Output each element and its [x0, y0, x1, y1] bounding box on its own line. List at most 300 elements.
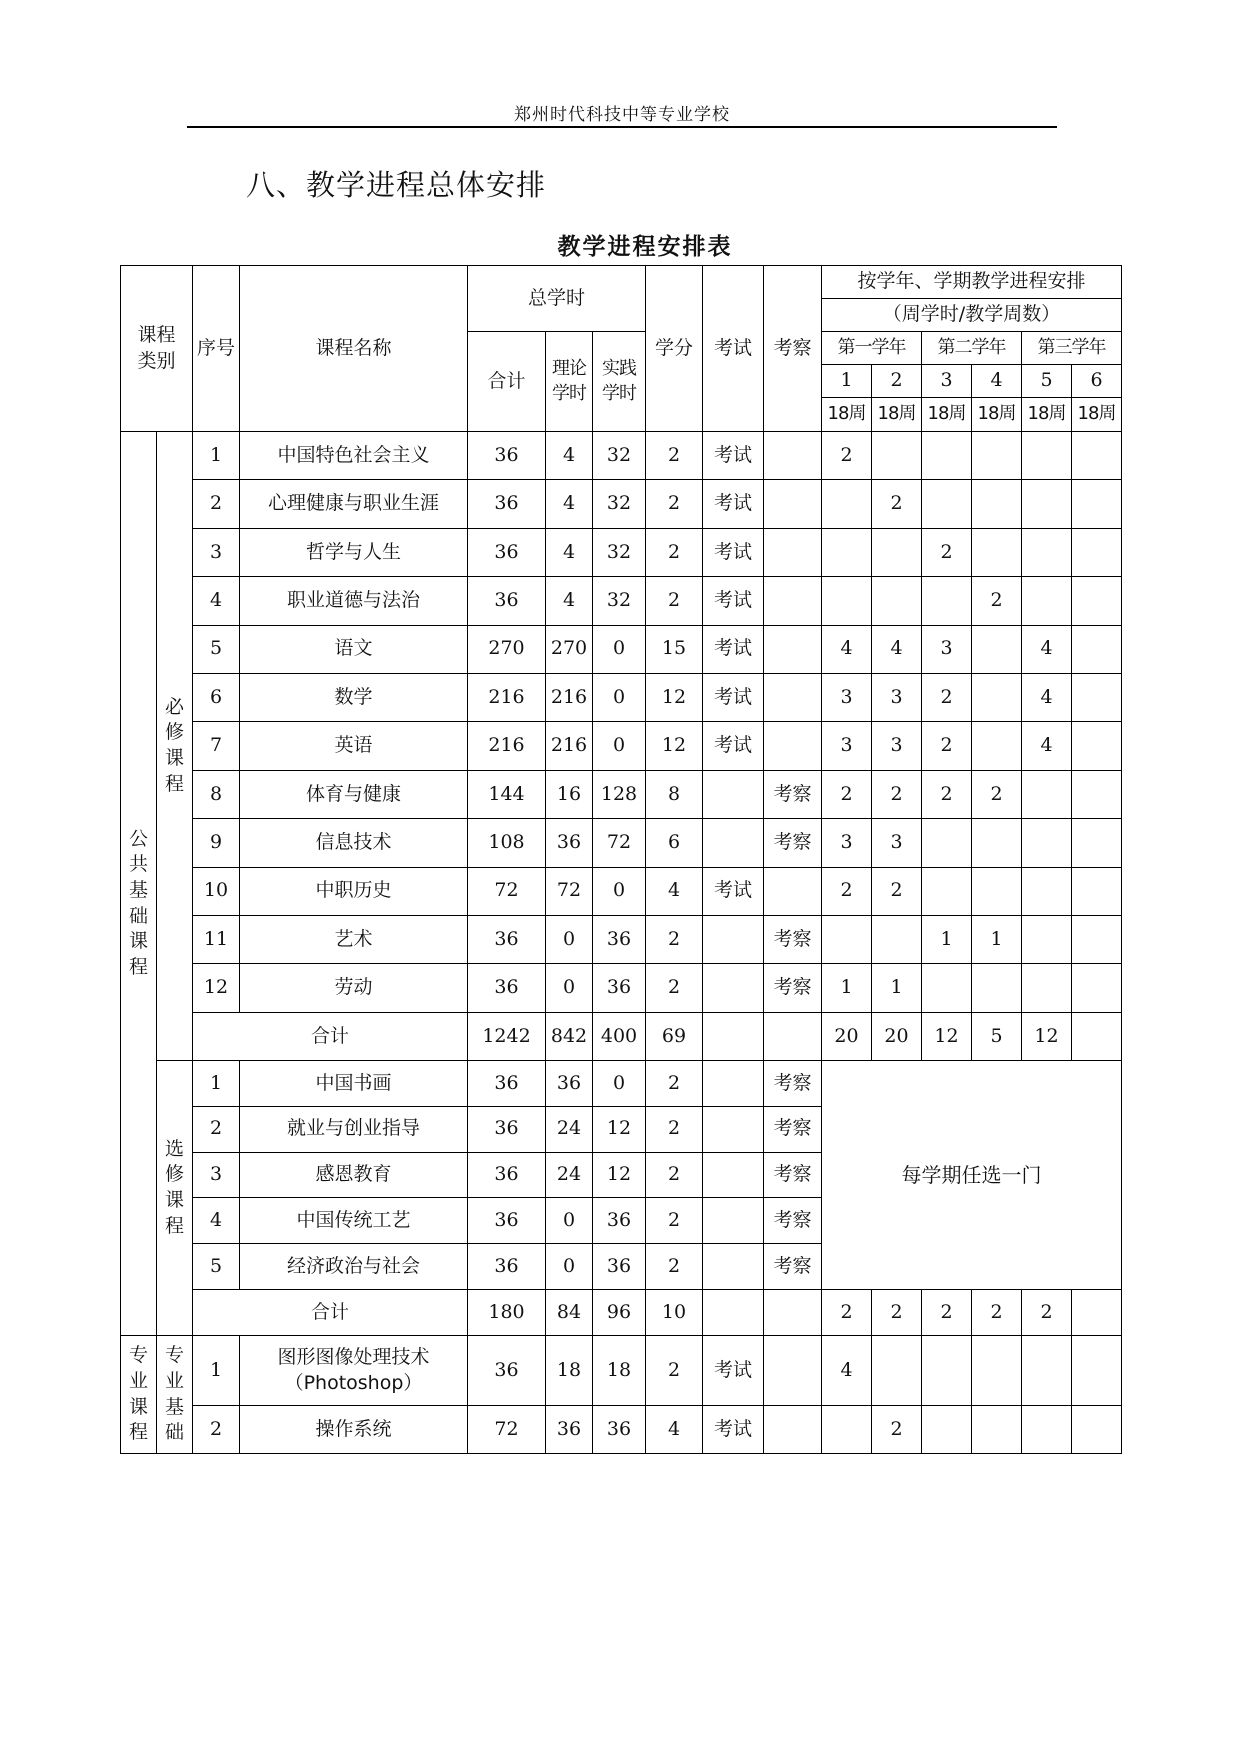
row-seq: 6: [193, 673, 240, 721]
row-course-name: 英语: [240, 722, 468, 770]
row-exam: 考试: [703, 867, 764, 915]
row-semester-1: 2: [822, 432, 872, 480]
required-total-semester-6: [1072, 1012, 1122, 1060]
table-row: [121, 915, 1122, 963]
row-semester-5: [1022, 867, 1072, 915]
row-seq: 8: [193, 770, 240, 818]
row-theory: 4: [546, 528, 593, 576]
row-course-name: 职业道德与法治: [240, 577, 468, 625]
row-course-name: 信息技术: [240, 819, 468, 867]
elective-total-semester-6: [1072, 1290, 1122, 1336]
row-course-name: 中国书画: [240, 1061, 468, 1107]
row-total: 216: [468, 673, 546, 721]
row-seq: 11: [193, 915, 240, 963]
row-semester-1: 3: [822, 673, 872, 721]
row-semester-1: [822, 480, 872, 528]
row-review: [764, 867, 822, 915]
row-semester-3: 3: [922, 625, 972, 673]
row-total: 36: [468, 1336, 546, 1406]
row-review: 考察: [764, 915, 822, 963]
row-course-name-sub: （Photoshop）: [284, 1371, 423, 1394]
row-semester-3: 2: [922, 673, 972, 721]
row-credits: 12: [646, 673, 703, 721]
row-practice: 0: [593, 625, 646, 673]
table-caption: 教学进程安排表: [557, 233, 733, 260]
row-practice: 72: [593, 819, 646, 867]
row-credits: 12: [646, 722, 703, 770]
row-seq: 2: [193, 1406, 240, 1454]
row-review: 考察: [764, 1198, 822, 1244]
row-total: 144: [468, 770, 546, 818]
row-seq: 3: [193, 1152, 240, 1198]
header-category: 课程 类别: [121, 266, 193, 432]
row-exam: 考试: [703, 722, 764, 770]
row-practice: 0: [593, 673, 646, 721]
row-semester-1: 3: [822, 819, 872, 867]
row-review: 考察: [764, 1244, 822, 1290]
category-required: 必 修 课 程: [157, 432, 193, 1061]
row-seq: 1: [193, 1336, 240, 1406]
row-practice: 0: [593, 1061, 646, 1107]
row-semester-4: [972, 673, 1022, 721]
row-practice: 18: [593, 1336, 646, 1406]
row-course-name: 感恩教育: [240, 1152, 468, 1198]
schedule-table: [120, 265, 1122, 1454]
row-review: 考察: [764, 1061, 822, 1107]
row-semester-4: 1: [972, 915, 1022, 963]
required-total-review: [764, 1012, 822, 1060]
row-total: 36: [468, 528, 546, 576]
row-credits: 2: [646, 964, 703, 1012]
row-semester-4: [972, 625, 1022, 673]
row-semester-6: [1072, 1406, 1122, 1454]
row-semester-1: 1: [822, 964, 872, 1012]
row-semester-5: [1022, 577, 1072, 625]
row-semester-1: [822, 915, 872, 963]
row-practice: 128: [593, 770, 646, 818]
row-course-name: 劳动: [240, 964, 468, 1012]
header-semester-3: 3: [922, 365, 972, 398]
row-semester-2: [872, 528, 922, 576]
row-course-name: 数学: [240, 673, 468, 721]
table-row: [121, 1061, 1122, 1107]
row-total: 36: [468, 480, 546, 528]
row-credits: 2: [646, 1152, 703, 1198]
row-total: 36: [468, 577, 546, 625]
row-semester-6: [1072, 1336, 1122, 1406]
header-name: 课程名称: [240, 266, 468, 432]
row-total: 216: [468, 722, 546, 770]
row-course-name: 中国传统工艺: [240, 1198, 468, 1244]
row-exam: [703, 1198, 764, 1244]
row-total: 36: [468, 432, 546, 480]
row-semester-2: [872, 915, 922, 963]
row-semester-6: [1072, 964, 1122, 1012]
row-review: [764, 577, 822, 625]
row-course-name: 操作系统: [240, 1406, 468, 1454]
row-theory: 16: [546, 770, 593, 818]
row-semester-1: [822, 1406, 872, 1454]
row-review: [764, 1406, 822, 1454]
row-theory: 24: [546, 1152, 593, 1198]
row-semester-4: [972, 1406, 1022, 1454]
row-review: 考察: [764, 964, 822, 1012]
row-exam: 考试: [703, 577, 764, 625]
row-semester-1: 4: [822, 625, 872, 673]
header-year1: 第一学年: [822, 332, 922, 365]
required-total-semester-4: 5: [972, 1012, 1022, 1060]
row-theory: 4: [546, 432, 593, 480]
row-semester-2: 4: [872, 625, 922, 673]
row-seq: 5: [193, 1244, 240, 1290]
row-credits: 8: [646, 770, 703, 818]
row-practice: 0: [593, 722, 646, 770]
row-semester-2: 3: [872, 722, 922, 770]
row-semester-3: [922, 1336, 972, 1406]
row-exam: [703, 1061, 764, 1107]
elective-total-semester-3: 2: [922, 1290, 972, 1336]
header-total: 合计: [468, 332, 546, 432]
header-weeks-5: 18周: [1022, 398, 1072, 432]
row-semester-4: [972, 867, 1022, 915]
table-row: [121, 625, 1122, 673]
row-exam: 考试: [703, 480, 764, 528]
row-semester-5: [1022, 432, 1072, 480]
row-theory: 216: [546, 673, 593, 721]
row-semester-6: [1072, 625, 1122, 673]
row-semester-1: [822, 528, 872, 576]
elective-total-theory: 84: [546, 1290, 593, 1336]
header-weeks-3: 18周: [922, 398, 972, 432]
table-row: [121, 770, 1122, 818]
row-semester-5: [1022, 819, 1072, 867]
elective-total-row: [121, 1290, 1122, 1336]
row-semester-6: [1072, 867, 1122, 915]
table-row: [121, 480, 1122, 528]
row-review: 考察: [764, 1106, 822, 1152]
row-semester-3: [922, 577, 972, 625]
row-credits: 4: [646, 867, 703, 915]
row-semester-3: 2: [922, 770, 972, 818]
row-exam: 考试: [703, 673, 764, 721]
row-theory: 24: [546, 1106, 593, 1152]
row-semester-6: [1072, 577, 1122, 625]
header-weeks-2: 18周: [872, 398, 922, 432]
row-practice: 36: [593, 1406, 646, 1454]
header-weeks-1: 18周: [822, 398, 872, 432]
row-total: 108: [468, 819, 546, 867]
header-exam: 考试: [703, 266, 764, 432]
row-seq: 9: [193, 819, 240, 867]
header-semester-2: 2: [872, 365, 922, 398]
required-total-row: [121, 1012, 1122, 1060]
row-semester-1: 3: [822, 722, 872, 770]
elective-total-review: [764, 1290, 822, 1336]
header-credits: 学分: [646, 266, 703, 432]
row-exam: [703, 964, 764, 1012]
row-credits: 4: [646, 1406, 703, 1454]
table-row: [121, 1406, 1122, 1454]
row-semester-4: [972, 528, 1022, 576]
row-practice: 0: [593, 867, 646, 915]
row-theory: 216: [546, 722, 593, 770]
row-seq: 4: [193, 577, 240, 625]
row-credits: 2: [646, 1244, 703, 1290]
elective-total-total: 180: [468, 1290, 546, 1336]
row-semester-5: 4: [1022, 625, 1072, 673]
row-exam: 考试: [703, 625, 764, 673]
row-total: 72: [468, 867, 546, 915]
row-semester-6: [1072, 480, 1122, 528]
row-total: 36: [468, 1061, 546, 1107]
required-total-exam: [703, 1012, 764, 1060]
row-seq: 5: [193, 625, 240, 673]
row-seq: 1: [193, 1061, 240, 1107]
row-seq: 10: [193, 867, 240, 915]
row-practice: 36: [593, 915, 646, 963]
row-practice: 36: [593, 1244, 646, 1290]
row-practice: 12: [593, 1152, 646, 1198]
row-semester-6: [1072, 528, 1122, 576]
elective-total-credits: 10: [646, 1290, 703, 1336]
table-row: [121, 673, 1122, 721]
elective-total-label: 合计: [193, 1290, 468, 1336]
row-seq: 3: [193, 528, 240, 576]
elective-total-semester-2: 2: [872, 1290, 922, 1336]
row-semester-6: [1072, 770, 1122, 818]
row-semester-4: [972, 480, 1022, 528]
required-total-credits: 69: [646, 1012, 703, 1060]
header-weeks-4: 18周: [972, 398, 1022, 432]
row-semester-6: [1072, 722, 1122, 770]
row-semester-3: [922, 432, 972, 480]
row-semester-3: [922, 819, 972, 867]
row-semester-1: [822, 577, 872, 625]
row-credits: 2: [646, 480, 703, 528]
row-credits: 2: [646, 432, 703, 480]
row-semester-2: [872, 432, 922, 480]
category-major: 专 业 课 程: [121, 1336, 157, 1454]
required-total-semester-2: 20: [872, 1012, 922, 1060]
row-total: 36: [468, 1244, 546, 1290]
row-theory: 36: [546, 1406, 593, 1454]
row-theory: 4: [546, 577, 593, 625]
row-review: 考察: [764, 1152, 822, 1198]
row-exam: 考试: [703, 1336, 764, 1406]
row-semester-3: 1: [922, 915, 972, 963]
row-total: 36: [468, 915, 546, 963]
row-seq: 12: [193, 964, 240, 1012]
table-row: [121, 577, 1122, 625]
row-course-name: 图形图像处理技术 （Photoshop）: [240, 1336, 468, 1406]
row-semester-4: 2: [972, 770, 1022, 818]
elective-total-exam: [703, 1290, 764, 1336]
table-row: [121, 867, 1122, 915]
row-theory: 0: [546, 1244, 593, 1290]
required-total-semester-1: 20: [822, 1012, 872, 1060]
row-semester-1: 2: [822, 770, 872, 818]
row-semester-4: [972, 1336, 1022, 1406]
row-course-name: 中职历史: [240, 867, 468, 915]
row-semester-5: [1022, 480, 1072, 528]
row-practice: 36: [593, 964, 646, 1012]
row-course-name: 语文: [240, 625, 468, 673]
row-exam: 考试: [703, 1406, 764, 1454]
row-review: 考察: [764, 819, 822, 867]
row-semester-4: [972, 722, 1022, 770]
row-credits: 2: [646, 1198, 703, 1244]
row-semester-2: [872, 577, 922, 625]
header-rule: [187, 126, 1057, 128]
row-semester-2: 3: [872, 673, 922, 721]
elective-total-semester-1: 2: [822, 1290, 872, 1336]
row-credits: 2: [646, 1336, 703, 1406]
row-course-name: 体育与健康: [240, 770, 468, 818]
row-semester-4: 2: [972, 577, 1022, 625]
category-major-basic: 专 业 基 础: [157, 1336, 193, 1454]
row-theory: 36: [546, 819, 593, 867]
row-semester-2: 2: [872, 770, 922, 818]
row-semester-5: [1022, 1406, 1072, 1454]
row-semester-3: [922, 964, 972, 1012]
row-course-name: 哲学与人生: [240, 528, 468, 576]
row-credits: 15: [646, 625, 703, 673]
row-theory: 36: [546, 1061, 593, 1107]
header-weeks-6: 18周: [1072, 398, 1122, 432]
row-semester-3: [922, 867, 972, 915]
row-credits: 6: [646, 819, 703, 867]
row-exam: [703, 915, 764, 963]
row-semester-2: [872, 1336, 922, 1406]
header-semester-6: 6: [1072, 365, 1122, 398]
header-year3: 第三学年: [1022, 332, 1122, 365]
row-theory: 18: [546, 1336, 593, 1406]
row-exam: [703, 1152, 764, 1198]
table-row: [121, 819, 1122, 867]
row-seq: 7: [193, 722, 240, 770]
header-semester-5: 5: [1022, 365, 1072, 398]
header-review: 考察: [764, 266, 822, 432]
row-total: 270: [468, 625, 546, 673]
row-semester-6: [1072, 432, 1122, 480]
row-practice: 32: [593, 528, 646, 576]
row-theory: 0: [546, 915, 593, 963]
row-review: [764, 722, 822, 770]
section-title: 八、教学进程总体安排: [246, 168, 547, 202]
row-review: 考察: [764, 770, 822, 818]
row-theory: 72: [546, 867, 593, 915]
row-practice: 32: [593, 480, 646, 528]
header-theory: 理论 学时: [546, 332, 593, 432]
row-semester-4: [972, 432, 1022, 480]
row-review: [764, 625, 822, 673]
category-elective: 选 修 课 程: [157, 1061, 193, 1336]
required-total-semester-5: 12: [1022, 1012, 1072, 1060]
row-total: 36: [468, 1152, 546, 1198]
row-review: [764, 1336, 822, 1406]
row-course-name: 就业与创业指导: [240, 1106, 468, 1152]
row-theory: 0: [546, 964, 593, 1012]
row-practice: 32: [593, 432, 646, 480]
table-row: [121, 722, 1122, 770]
row-semester-3: 2: [922, 528, 972, 576]
row-practice: 32: [593, 577, 646, 625]
row-semester-2: 2: [872, 867, 922, 915]
row-practice: 12: [593, 1106, 646, 1152]
header-seq: 序号: [193, 266, 240, 432]
row-credits: 2: [646, 528, 703, 576]
page-header: 郑州时代科技中等专业学校: [514, 105, 730, 125]
row-semester-3: [922, 1406, 972, 1454]
row-seq: 1: [193, 432, 240, 480]
row-semester-5: [1022, 1336, 1072, 1406]
row-practice: 36: [593, 1198, 646, 1244]
row-exam: 考试: [703, 432, 764, 480]
row-exam: [703, 819, 764, 867]
row-semester-1: 2: [822, 867, 872, 915]
row-course-name: 经济政治与社会: [240, 1244, 468, 1290]
row-review: [764, 673, 822, 721]
category-public-basic: 公 共 基 础 课 程: [121, 432, 157, 1336]
row-exam: [703, 1244, 764, 1290]
required-total-total: 1242: [468, 1012, 546, 1060]
row-course-name: 艺术: [240, 915, 468, 963]
required-total-semester-3: 12: [922, 1012, 972, 1060]
row-semester-2: 1: [872, 964, 922, 1012]
row-credits: 2: [646, 915, 703, 963]
row-review: [764, 480, 822, 528]
row-review: [764, 432, 822, 480]
row-total: 72: [468, 1406, 546, 1454]
row-semester-3: 2: [922, 722, 972, 770]
row-semester-2: 2: [872, 480, 922, 528]
row-semester-6: [1072, 673, 1122, 721]
row-semester-5: [1022, 915, 1072, 963]
table-row: [121, 1336, 1122, 1406]
row-exam: 考试: [703, 528, 764, 576]
row-semester-3: [922, 480, 972, 528]
header-semester-1: 1: [822, 365, 872, 398]
row-semester-2: 2: [872, 1406, 922, 1454]
row-theory: 4: [546, 480, 593, 528]
row-semester-5: 4: [1022, 673, 1072, 721]
table-row: [121, 528, 1122, 576]
row-credits: 2: [646, 1061, 703, 1107]
row-semester-4: [972, 964, 1022, 1012]
required-total-practice: 400: [593, 1012, 646, 1060]
row-seq: 4: [193, 1198, 240, 1244]
row-total: 36: [468, 1106, 546, 1152]
elective-total-semester-5: 2: [1022, 1290, 1072, 1336]
row-course-name: 中国特色社会主义: [240, 432, 468, 480]
elective-total-semester-4: 2: [972, 1290, 1022, 1336]
row-theory: 270: [546, 625, 593, 673]
row-semester-6: [1072, 819, 1122, 867]
table-row: [121, 432, 1122, 480]
header-total-hours: 总学时: [468, 266, 646, 332]
row-semester-5: [1022, 964, 1072, 1012]
row-course-name: 心理健康与职业生涯: [240, 480, 468, 528]
row-review: [764, 528, 822, 576]
row-semester-4: [972, 819, 1022, 867]
row-total: 36: [468, 964, 546, 1012]
row-seq: 2: [193, 480, 240, 528]
row-seq: 2: [193, 1106, 240, 1152]
row-semester-2: 3: [872, 819, 922, 867]
row-semester-1: 4: [822, 1336, 872, 1406]
header-schedule-title: 按学年、学期教学进程安排: [822, 266, 1122, 299]
row-semester-5: [1022, 528, 1072, 576]
